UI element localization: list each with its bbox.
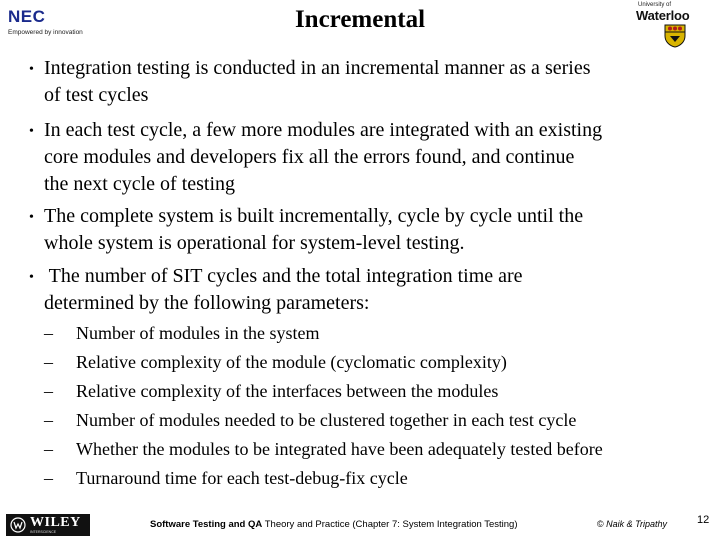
- dash-marker: –: [44, 323, 53, 343]
- bullet-marker: •: [29, 62, 34, 77]
- footer-book-title: [150, 519, 518, 530]
- sub-bullet-text: Whether the modules to be integrated have been adequately tested before: [76, 439, 603, 459]
- wiley-wordmark: WILEY: [30, 515, 81, 530]
- footer-copyright: [597, 519, 667, 529]
- bullet-line: Integration testing is conducted in an incremental manner as a series: [44, 57, 591, 79]
- nec-wordmark: NEC: [8, 7, 46, 26]
- waterloo-wordmark: Waterloo: [636, 8, 690, 23]
- bullet-text: [44, 55, 720, 109]
- bullet-marker: •: [29, 210, 34, 225]
- sub-bullet-item: [0, 464, 720, 493]
- slide-title: Incremental: [294, 6, 426, 33]
- bullet-text: [44, 263, 720, 317]
- bullet-line: of test cycles: [44, 84, 149, 106]
- bullet-line: core modules and developers fix all the errors found, and continue: [44, 146, 575, 168]
- bullet-line: The number of SIT cycles and the total integration time are: [44, 265, 523, 287]
- dash-marker: –: [44, 352, 53, 372]
- sub-bullet-text: Relative complexity of the interfaces between the modules: [76, 381, 499, 401]
- waterloo-logo: [634, 2, 716, 48]
- page-number: 12: [697, 514, 710, 526]
- bullet-text: [44, 117, 720, 198]
- bullet-line: the next cycle of testing: [44, 173, 236, 195]
- sub-bullet-text: Number of modules in the system: [76, 323, 320, 343]
- wiley-subtext: INTERSCIENCE: [30, 530, 57, 534]
- bullet-line: In each test cycle, a few more modules are integrated with an existing: [44, 119, 603, 141]
- sub-bullet-text: Number of modules needed to be clustered together in each test cycle: [76, 410, 577, 430]
- dash-marker: –: [44, 381, 53, 401]
- bullet-line: determined by the following parameters:: [44, 292, 370, 314]
- bullet-marker: •: [29, 270, 34, 285]
- copyright-symbol: ©: [597, 519, 604, 529]
- dash-marker: –: [44, 410, 53, 430]
- waterloo-shield-icon: [664, 24, 686, 48]
- dash-marker: –: [44, 439, 53, 459]
- sub-bullet-item: [0, 435, 720, 464]
- nec-tagline: Empowered by innovation: [8, 29, 83, 36]
- bullet-marker: •: [29, 124, 34, 139]
- bullet-line: whole system is operational for system-level testing.: [44, 232, 465, 254]
- sub-bullet-text: Relative complexity of the module (cyclomatic complexity): [76, 352, 507, 372]
- sub-bullet-item: [0, 319, 720, 348]
- sub-bullet-item: [0, 377, 720, 406]
- book-subtitle: Theory and Practice (Chapter 7: System Integration Testing): [264, 519, 518, 530]
- book-title: Software Testing and QA: [150, 519, 263, 530]
- wiley-logo: [6, 514, 90, 536]
- sub-bullet-item: [0, 406, 720, 435]
- bullet-text: [44, 203, 720, 257]
- sub-bullet-item: [0, 348, 720, 377]
- wiley-emblem-icon: [10, 517, 26, 533]
- dash-marker: –: [44, 468, 53, 488]
- authors: Naik & Tripathy: [606, 519, 668, 529]
- sub-bullet-text: Turnaround time for each test-debug-fix cycle: [76, 468, 408, 488]
- waterloo-small-text: University of: [638, 2, 672, 8]
- bullet-line: The complete system is built incrementally, cycle by cycle until the: [44, 205, 584, 227]
